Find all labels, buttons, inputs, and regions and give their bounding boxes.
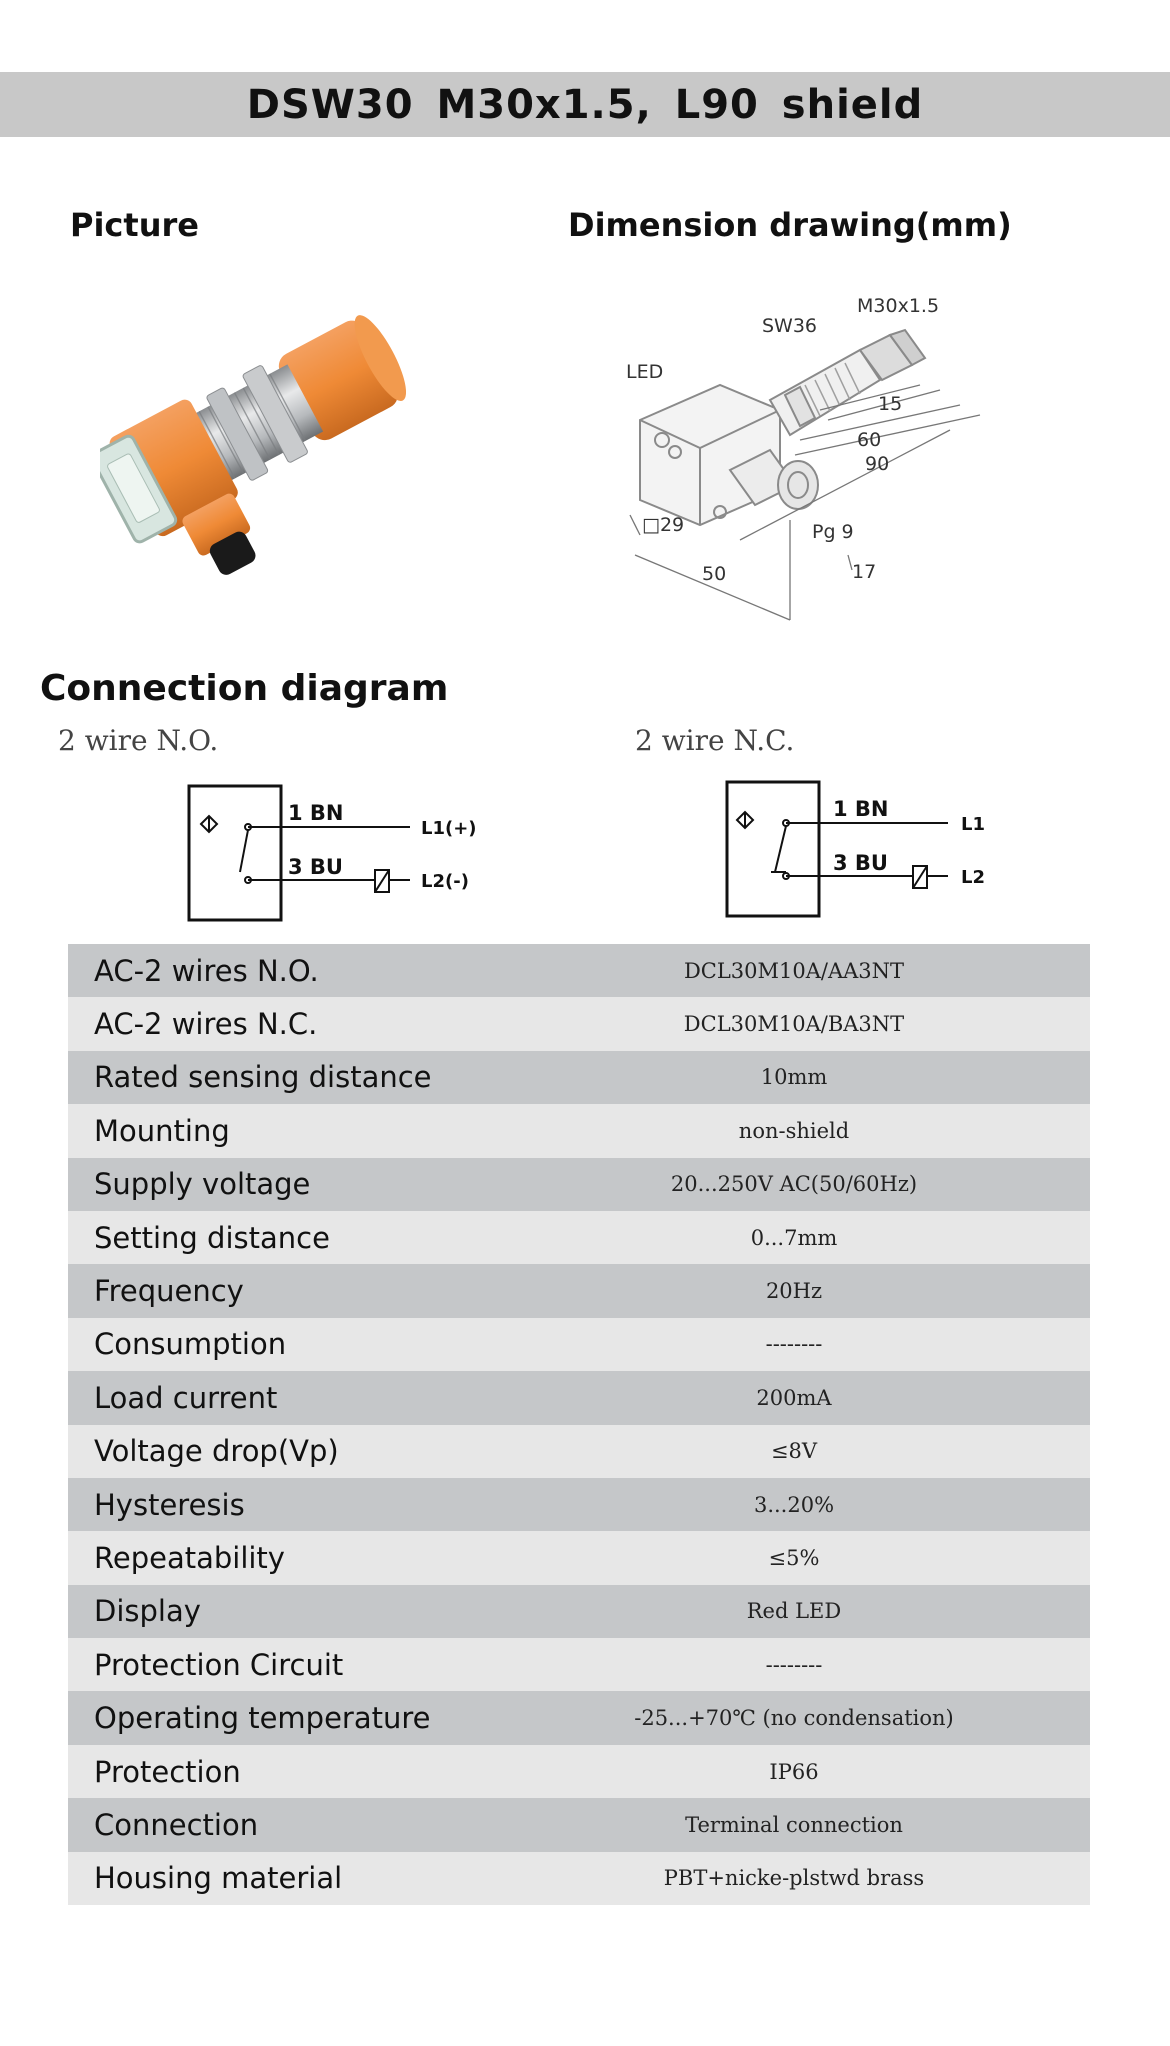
spec-row [68,1051,1090,1104]
spec-row [68,1371,1090,1424]
spec-value: ≤5% [768,1545,820,1570]
spec-label: Mounting [94,1113,230,1148]
spec-value: DCL30M10A/BA3NT [683,1012,905,1037]
spec-value: ≤8V [770,1439,818,1464]
spec-label: Load current [94,1380,278,1415]
spec-label: Protection [94,1754,241,1789]
spec-value: DCL30M10A/AA3NT [683,958,905,983]
dim-17-label: 17 [852,561,877,583]
spec-value: 3...20% [753,1492,835,1517]
spec-label: Consumption [94,1327,287,1362]
spec-label: Hysteresis [94,1487,245,1522]
spec-value: 0...7mm [750,1225,838,1250]
spec-row [68,1745,1090,1798]
dim-sw-label: SW36 [762,315,818,337]
spec-value: Red LED [746,1599,842,1624]
nc-wire2-label: 3 BU [833,851,888,875]
spec-label: AC-2 wires N.C. [94,1007,318,1042]
spec-value: -------- [765,1332,823,1357]
spec-value: Terminal connection [685,1812,903,1837]
spec-value: 20...250V AC(50/60Hz) [670,1172,918,1197]
spec-label: Frequency [94,1274,244,1309]
spec-label: Display [94,1594,201,1629]
spec-value: non-shield [738,1118,850,1143]
nc-wire1-label: 1 BN [833,797,889,821]
spec-label: Repeatability [94,1540,285,1575]
page-title: DSW30 M30x1.5, L90 shield [246,81,924,128]
spec-row [68,1638,1090,1691]
spec-row [68,944,1090,997]
dim-60-label: 60 [857,429,882,451]
no-caption: 2 wire N.O. [58,724,219,757]
connection-heading: Connection diagram [40,668,449,709]
spec-row [68,1798,1090,1851]
spec-value: 20Hz [765,1279,823,1304]
nc-l1-label: L1 [961,814,985,835]
spec-row [68,1531,1090,1584]
spec-label: Rated sensing distance [94,1060,432,1095]
spec-value: IP66 [769,1759,819,1784]
dim-90-label: 90 [865,453,890,475]
spec-value: 10mm [760,1065,828,1090]
spec-label: Connection [94,1807,259,1842]
nc-caption: 2 wire N.C. [635,724,795,757]
spec-row [68,1211,1090,1264]
spec-label: Protection Circuit [94,1647,344,1682]
nc-l2-label: L2 [961,867,985,888]
dimension-drawing [620,290,990,630]
spec-value: PBT+nicke-plstwd brass [663,1866,925,1891]
no-wiring-diagram [185,780,485,925]
dim-29-label: □29 [642,514,685,536]
picture-heading: Picture [70,206,199,244]
title-bar [0,72,1170,137]
dim-pg-label: Pg 9 [812,521,854,543]
spec-label: Voltage drop(Vp) [94,1434,339,1469]
spec-value: -------- [765,1652,823,1677]
spec-row [68,1318,1090,1371]
no-l1-label: L1(+) [421,818,477,839]
dimension-heading: Dimension drawing(mm) [568,206,1012,244]
spec-row [68,1264,1090,1317]
dim-led-label: LED [626,361,664,383]
spec-row [68,1852,1090,1905]
spec-label: Operating temperature [94,1701,431,1736]
spec-value: -25...+70℃ (no condensation) [634,1706,954,1731]
spec-row [68,1158,1090,1211]
nc-wiring-diagram [723,776,993,921]
product-photo [100,285,440,575]
no-l2-label: L2(-) [421,871,469,892]
spec-label: AC-2 wires N.O. [94,953,319,988]
spec-row [68,1425,1090,1478]
spec-row [68,1691,1090,1744]
dim-50-label: 50 [702,563,727,585]
spec-row [68,1104,1090,1157]
dim-15-label: 15 [878,393,903,415]
dim-thread-label: M30x1.5 [857,295,940,317]
spec-label: Setting distance [94,1220,330,1255]
spec-value: 200mA [756,1385,832,1410]
spec-table [68,944,1090,1905]
no-wire1-label: 1 BN [288,801,344,825]
spec-row [68,1585,1090,1638]
spec-row [68,1478,1090,1531]
no-wire2-label: 3 BU [288,855,343,879]
spec-label: Supply voltage [94,1167,311,1202]
spec-label: Housing material [94,1861,343,1896]
spec-row [68,997,1090,1050]
